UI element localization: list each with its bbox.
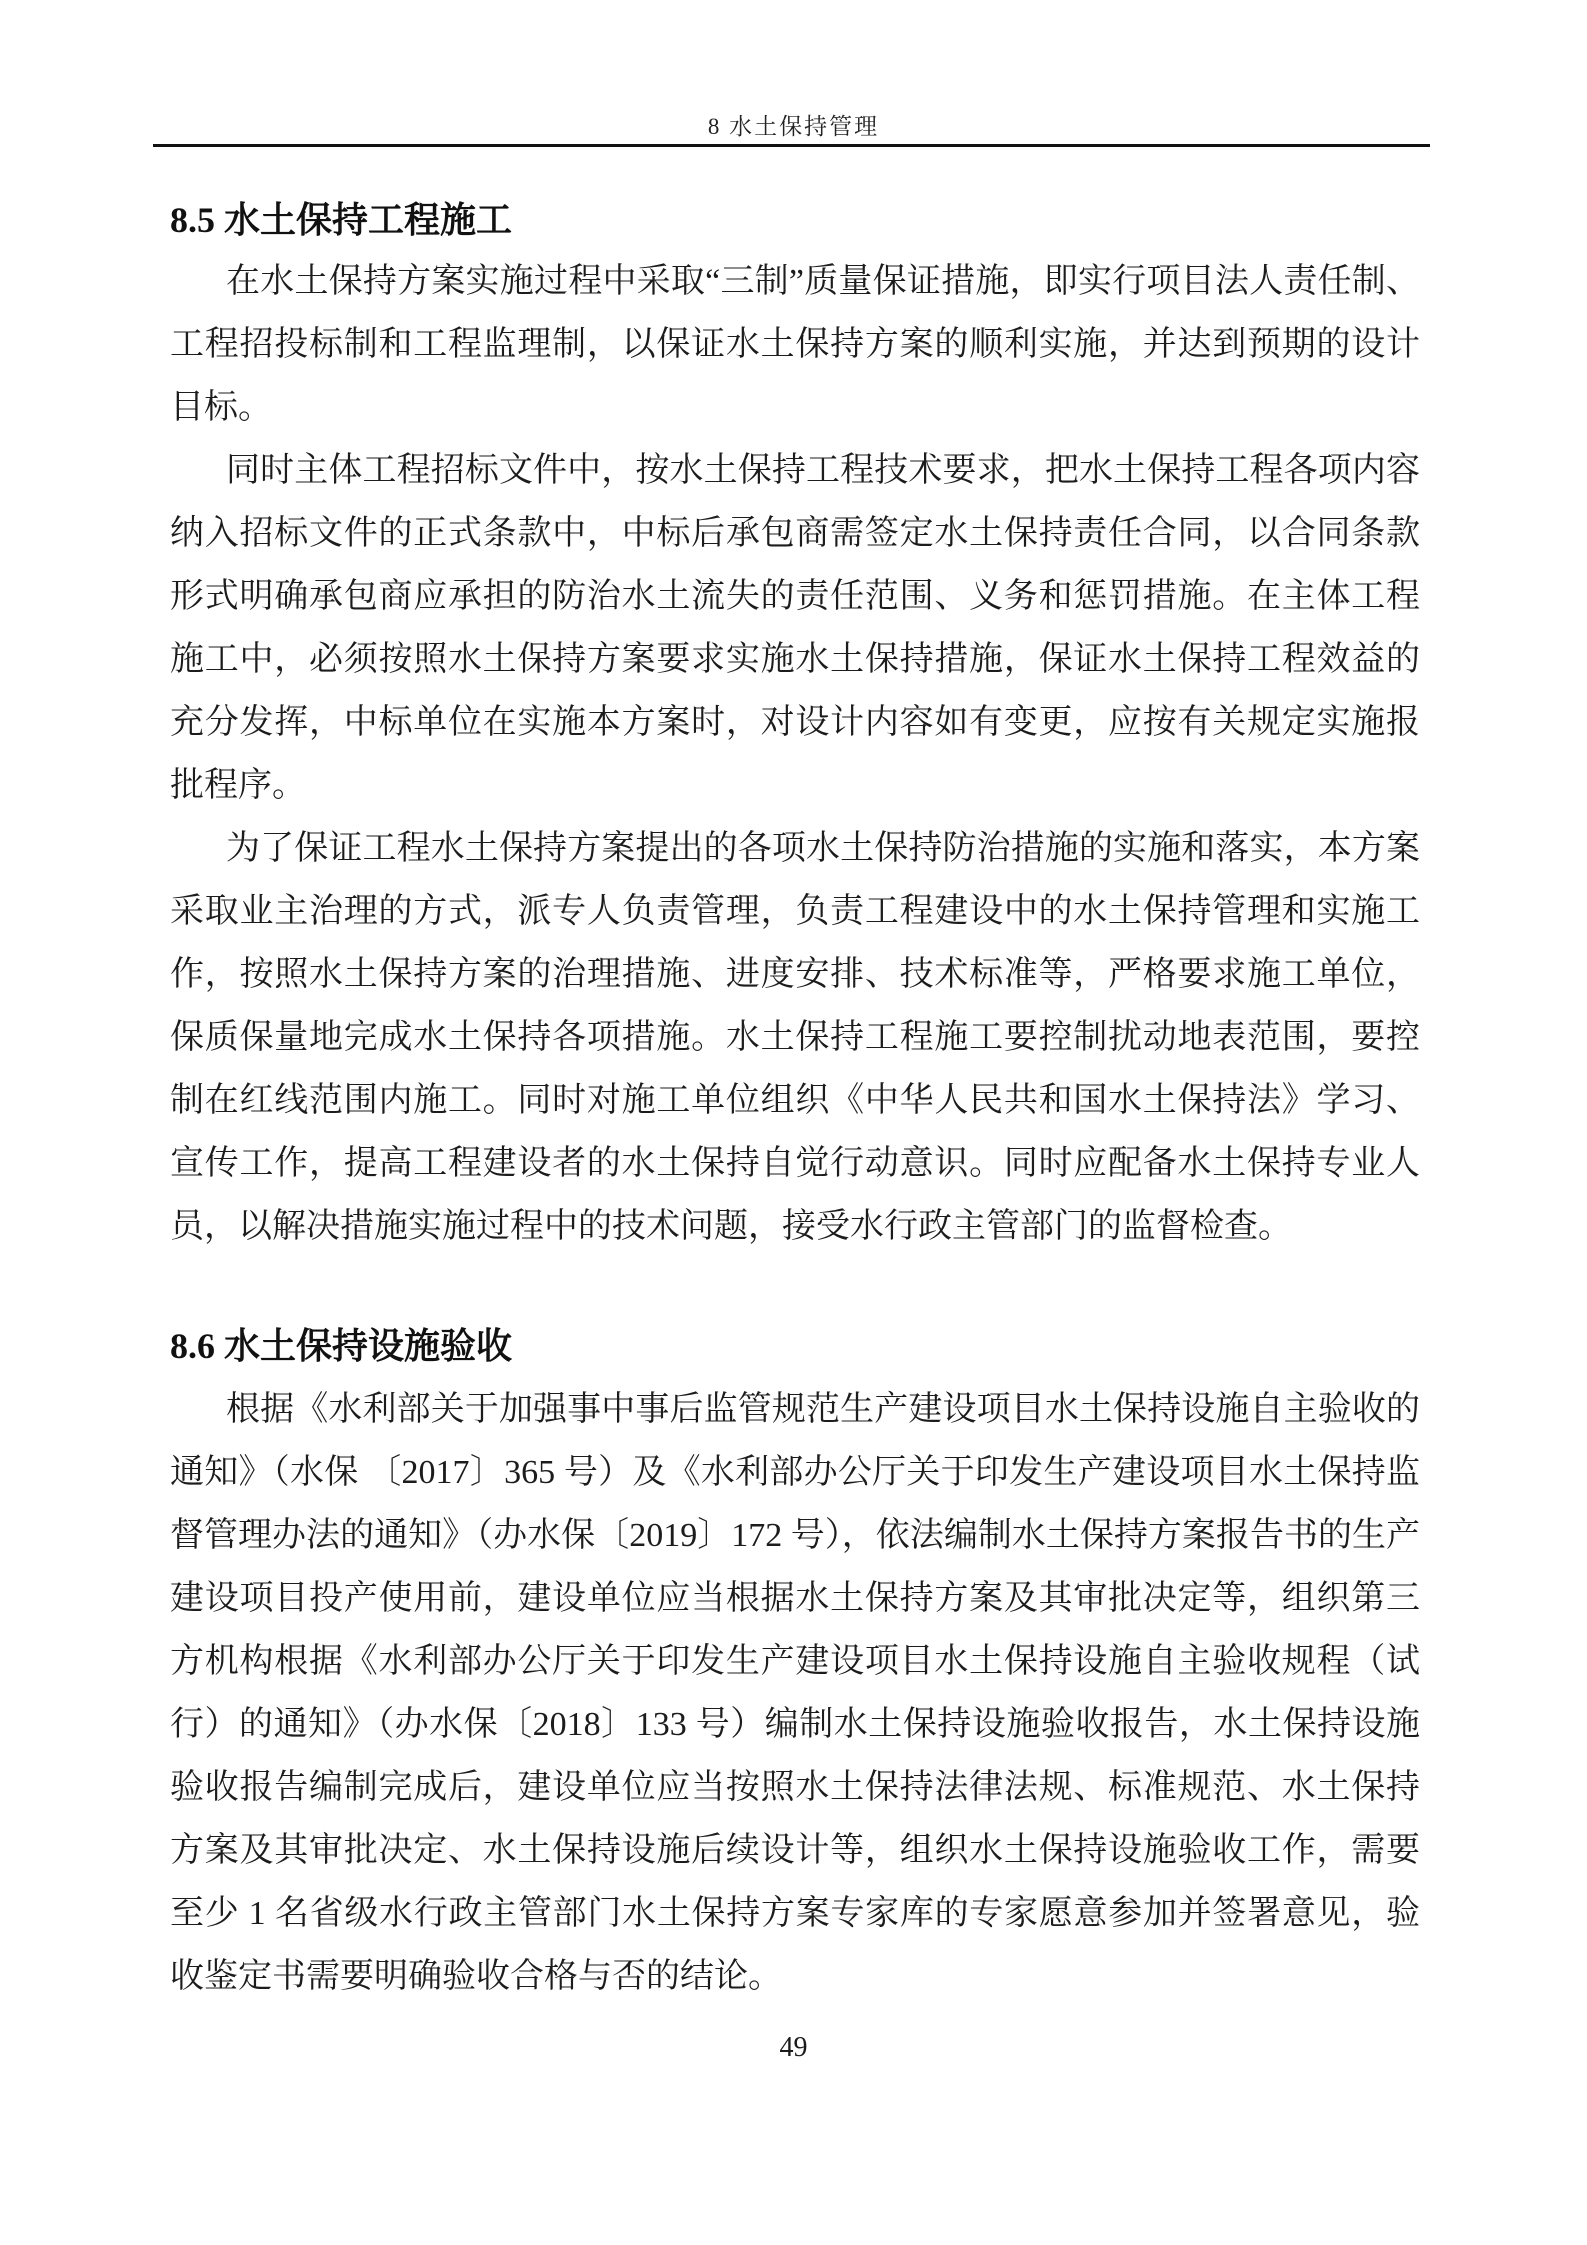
section-8-5-paragraph-1: 在水土保持方案实施过程中采取“三制”质量保证措施，即实行项目法人责任制、工程招投标制和工程监理制，以保证水土保持方案的顺利实施，并达到预期的设计目标。	[170, 263, 1420, 426]
header-divider-rule	[153, 144, 1430, 147]
section-8-5-paragraph-3: 为了保证工程水土保持方案提出的各项水土保持防治措施的实施和落实，本方案采取业主治理的方式，派专人负责管理，负责工程建设中的水土保持管理和实施工作，按照水土保持方案的治理措施、进度安排、技术标准等，严格要求施工单位，保质保量地完成水土保持各项措施。水土保持工程施工要控制扰动地表范围，要控制在红线范围内施工。同时对施工单位组织《中华人民共和国水土保持法》学习、宣传工作，提高工程建设者的水土保持自觉行动意识。同时应配备水土保持专业人员，以解决措施实施过程中的技术问题，接受水行政主管部门的监督检查。	[170, 830, 1420, 1245]
section-8-6-heading: 8.6 水土保持设施验收	[170, 1326, 513, 1366]
running-header-chapter-title: 8 水土保持管理	[707, 114, 880, 139]
page-number: 49	[779, 2032, 808, 2063]
section-8-6-paragraph-1: 根据《水利部关于加强事中事后监管规范生产建设项目水土保持设施自主验收的通知》（水保 〔2017〕365 号）及《水利部办公厅关于印发生产建设项目水土保持监督管理办法的通知》（办水保〔2019〕172 号），依法编制水土保持方案报告书的生产建设项目投产使用前，建设单位应当根据水土保持方案及其审批决定等，组织第三方机构根据《水利部办公厅关于印发生产建设项目水土保持设施自主验收规程（试行）的通知》（办水保〔2018〕133 号）编制水土保持设施验收报告，水土保持设施验收报告编制完成后，建设单位应当按照水土保持法律法规、标准规范、水土保持方案及其审批决定、水土保持设施后续设计等，组织水土保持设施验收工作，需要至少 1 名省级水行政主管部门水土保持方案专家库的专家愿意参加并签署意见，验收鉴定书需要明确验收合格与否的结论。	[170, 1391, 1420, 1995]
section-8-5-paragraph-2: 同时主体工程招标文件中，按水土保持工程技术要求，把水土保持工程各项内容纳入招标文件的正式条款中，中标后承包商需签定水土保持责任合同，以合同条款形式明确承包商应承担的防治水土流失的责任范围、义务和惩罚措施。在主体工程施工中，必须按照水土保持方案要求实施水土保持措施，保证水土保持工程效益的充分发挥，中标单位在实施本方案时，对设计内容如有变更，应按有关规定实施报批程序。	[170, 452, 1420, 804]
section-8-5-heading: 8.5 水土保持工程施工	[170, 200, 513, 240]
